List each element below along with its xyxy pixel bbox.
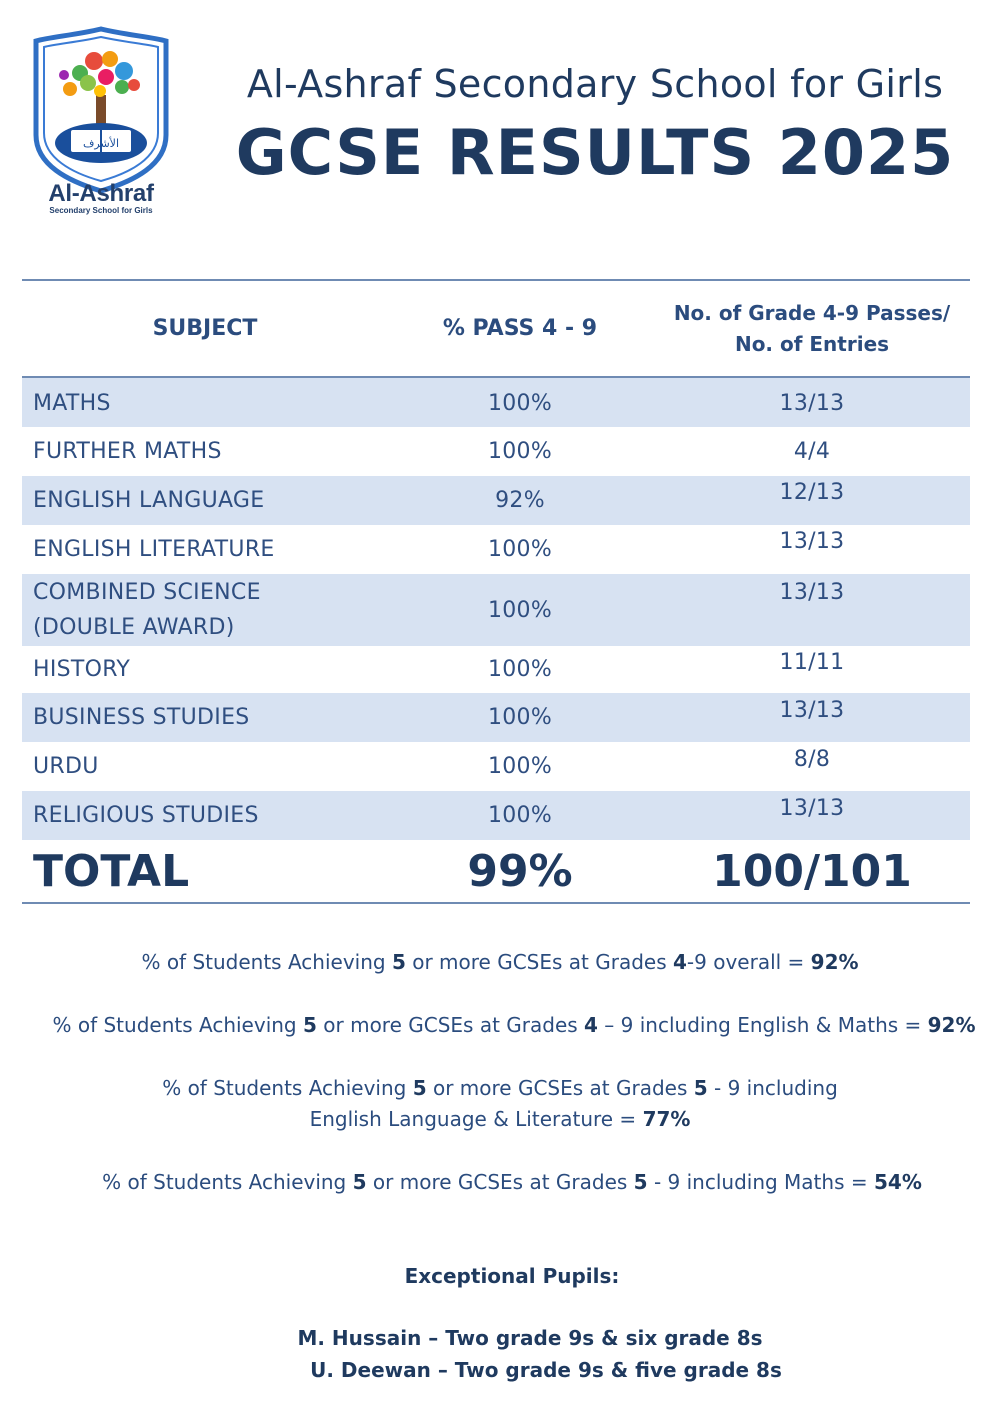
total-count: 100/101 [712, 846, 912, 897]
stat-count: 5 [412, 1076, 427, 1100]
row-subject-line2: (DOUBLE AWARD) [33, 615, 235, 640]
stat-count: 5 [302, 1013, 317, 1037]
row-count: 13/13 [779, 698, 845, 723]
row-pass: 100% [487, 439, 553, 464]
row-pass: 100% [487, 754, 553, 779]
stat-text: – 9 including English & Maths = [597, 1013, 928, 1037]
stat-grade: 5 [693, 1076, 708, 1100]
stat-line [0, 1076, 1000, 1100]
row-subject: RELIGIOUS STUDIES [33, 803, 259, 828]
table-top-rule [22, 279, 970, 281]
table-row [22, 646, 970, 693]
logo-name: Al-Ashraf [48, 180, 154, 207]
row-subject: URDU [33, 754, 99, 779]
stat-text: or more GCSEs at Grades [316, 1013, 585, 1037]
school-name: Al-Ashraf Secondary School for Girls [246, 62, 944, 106]
row-subject: ENGLISH LITERATURE [33, 537, 275, 562]
stat-text: % of Students Achieving [141, 950, 392, 974]
total-pass: 99% [467, 846, 573, 897]
row-count: 11/11 [779, 650, 845, 675]
row-count: 13/13 [779, 796, 845, 821]
row-subject: HISTORY [33, 657, 131, 682]
total-label: TOTAL [33, 846, 190, 897]
stat-text: or more GCSEs at Grades [405, 950, 673, 974]
stat-text: or more GCSEs at Grades [426, 1076, 694, 1100]
stat-grade: 4 [584, 1013, 598, 1037]
stat-line [12, 1170, 1000, 1194]
stat-count: 5 [391, 950, 406, 974]
stat-text: -9 overall = [686, 950, 811, 974]
row-pass: 100% [487, 705, 553, 730]
row-pass: 100% [487, 803, 553, 828]
row-subject: BUSINESS STUDIES [33, 705, 250, 730]
header-count [662, 298, 962, 360]
exceptional-pupil: M. Hussain – Two grade 9s & six grade 8s [297, 1326, 763, 1350]
table-row [22, 378, 970, 427]
stat-text: English Language & Literature = [309, 1107, 643, 1131]
stat-text: % of Students Achieving [162, 1076, 413, 1100]
table-row [22, 693, 970, 742]
row-pass: 100% [487, 391, 553, 416]
stat-value: 77% [642, 1107, 691, 1131]
stat-grade: 4 [673, 950, 687, 974]
stat-text: - 9 including [707, 1076, 838, 1100]
table-row [22, 476, 970, 525]
table-row [22, 574, 970, 646]
stat-grade: 5 [633, 1170, 648, 1194]
row-count: 13/13 [779, 580, 845, 605]
row-pass: 92% [495, 488, 545, 513]
row-pass: 100% [487, 657, 553, 682]
row-count: 4/4 [793, 439, 831, 464]
row-subject: COMBINED SCIENCE [33, 580, 261, 605]
stat-text: % of Students Achieving [52, 1013, 303, 1037]
logo-emblem-text: الأشرف [82, 137, 120, 150]
exceptional-heading: Exceptional Pupils: [404, 1264, 620, 1288]
stat-line [14, 1013, 1000, 1037]
row-count: 13/13 [779, 529, 845, 554]
table-row [22, 427, 970, 476]
header-pass: % PASS 4 - 9 [442, 316, 598, 341]
stat-text: - 9 including Maths = [647, 1170, 874, 1194]
row-count: 13/13 [779, 391, 845, 416]
stat-line [0, 1107, 1000, 1131]
row-count: 12/13 [779, 480, 845, 505]
table-row [22, 791, 970, 840]
stat-text: or more GCSEs at Grades [366, 1170, 634, 1194]
page-title: GCSE RESULTS 2025 [235, 116, 955, 189]
row-pass: 100% [487, 598, 553, 623]
exceptional-pupil: U. Deewan – Two grade 9s & five grade 8s [310, 1358, 782, 1382]
header-subject: SUBJECT [152, 316, 258, 341]
header-count-line1: No. of Grade 4-9 Passes/ [673, 301, 951, 325]
logo-subtitle: Secondary School for Girls [49, 206, 153, 215]
header-count-line2: No. of Entries [734, 332, 890, 356]
stat-text: % of Students Achieving [102, 1170, 353, 1194]
stat-count: 5 [352, 1170, 367, 1194]
row-count: 8/8 [793, 747, 831, 772]
row-pass: 100% [487, 537, 553, 562]
stat-line [0, 950, 1000, 974]
table-row [22, 742, 970, 791]
row-subject: MATHS [33, 391, 111, 416]
stat-value: 92% [810, 950, 859, 974]
table-row [22, 525, 970, 574]
table-bottom-rule [22, 902, 970, 904]
row-subject: ENGLISH LANGUAGE [33, 488, 265, 513]
stat-value: 92% [927, 1013, 976, 1037]
row-subject: FURTHER MATHS [33, 439, 222, 464]
stat-value: 54% [873, 1170, 922, 1194]
